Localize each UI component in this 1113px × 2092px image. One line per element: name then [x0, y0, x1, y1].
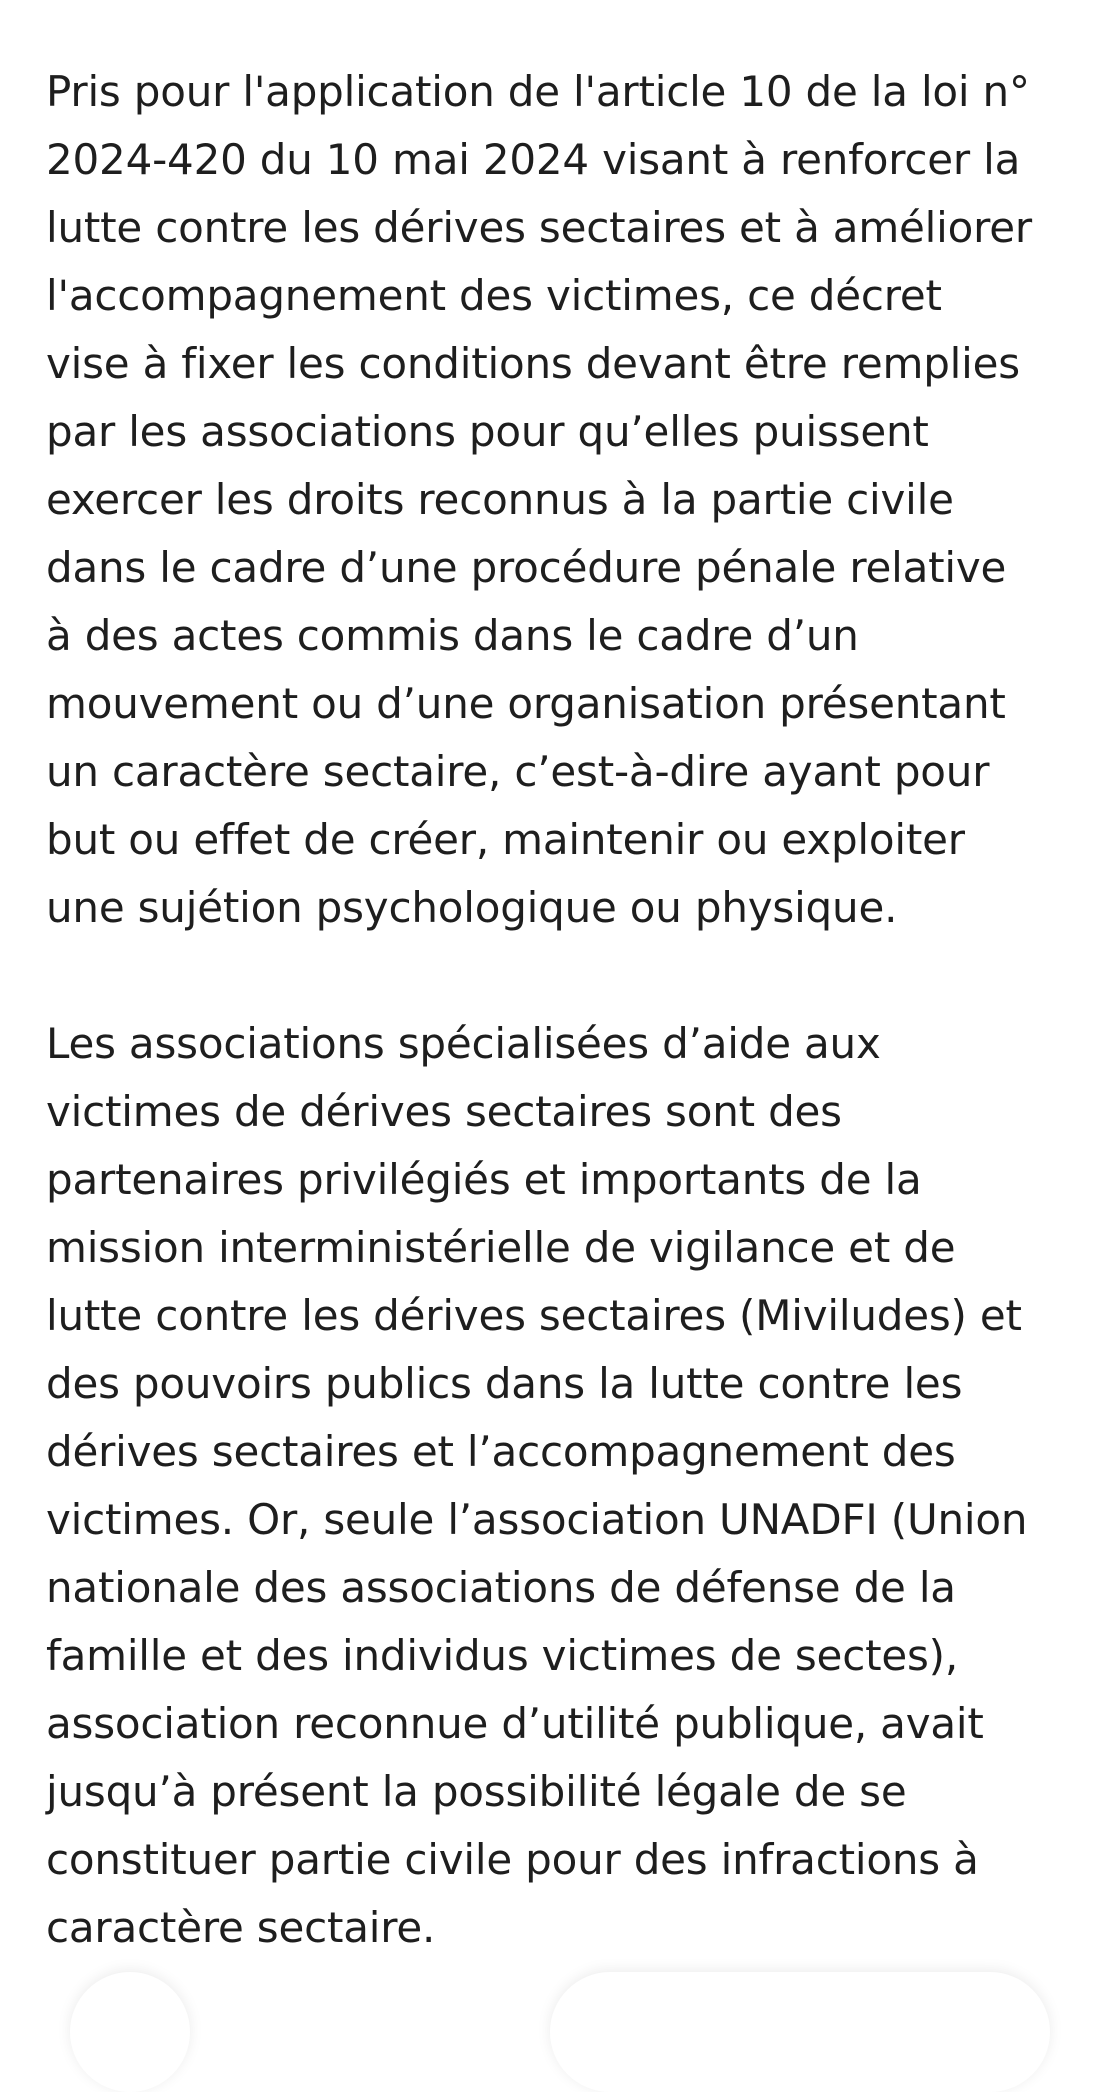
text-line: par les associations pour qu’elles puissent — [46, 407, 929, 456]
text-line: victimes. Or, seule l’association UNADFI (Union — [46, 1495, 1028, 1544]
text-line: nationale des associations de défense de la — [46, 1563, 956, 1612]
text-line: constituer partie civile pour des infractions à — [46, 1835, 979, 1884]
text-line: mission interministérielle de vigilance et de — [46, 1223, 956, 1272]
text-line: association reconnue d’utilité publique, avait — [46, 1699, 984, 1748]
text-line: exercer les droits reconnus à la partie civile — [46, 475, 954, 524]
article-body — [46, 58, 1076, 1962]
text-line: 2024-420 du 10 mai 2024 visant à renforcer la — [46, 135, 1021, 184]
text-line: mouvement ou d’une organisation présentant — [46, 679, 1006, 728]
text-line: jusqu’à présent la possibilité légale de se — [46, 1767, 907, 1816]
text-line: but ou effet de créer, maintenir ou exploiter — [46, 815, 965, 864]
text-line: un caractère sectaire, c’est-à-dire ayant pour — [46, 747, 990, 796]
text-line: Les associations spécialisées d’aide aux — [46, 1019, 881, 1068]
floating-pill-button[interactable] — [550, 1972, 1050, 2092]
text-line: famille et des individus victimes de sectes), — [46, 1631, 959, 1680]
text-line: une sujétion psychologique ou physique. — [46, 883, 898, 932]
text-line: l'accompagnement des victimes, ce décret — [46, 271, 942, 320]
floating-round-button[interactable] — [70, 1972, 190, 2092]
text-line: dans le cadre d’une procédure pénale relative — [46, 543, 1007, 592]
paragraph-spacer — [46, 942, 1076, 1010]
paragraph-decree-purpose — [46, 58, 1076, 942]
text-line: partenaires privilégiés et importants de la — [46, 1155, 922, 1204]
text-line: lutte contre les dérives sectaires et à améliorer — [46, 203, 1032, 252]
text-line: Pris pour l'application de l'article 10 de la loi n° — [46, 67, 1030, 116]
text-line: lutte contre les dérives sectaires (Miviludes) et — [46, 1291, 1022, 1340]
text-line: victimes de dérives sectaires sont des — [46, 1087, 842, 1136]
text-line: à des actes commis dans le cadre d’un — [46, 611, 859, 660]
paragraph-associations-context — [46, 1010, 1076, 1962]
text-line: des pouvoirs publics dans la lutte contre les — [46, 1359, 963, 1408]
text-line: vise à fixer les conditions devant être remplies — [46, 339, 1020, 388]
text-line: dérives sectaires et l’accompagnement des — [46, 1427, 956, 1476]
text-line: caractère sectaire. — [46, 1903, 436, 1952]
